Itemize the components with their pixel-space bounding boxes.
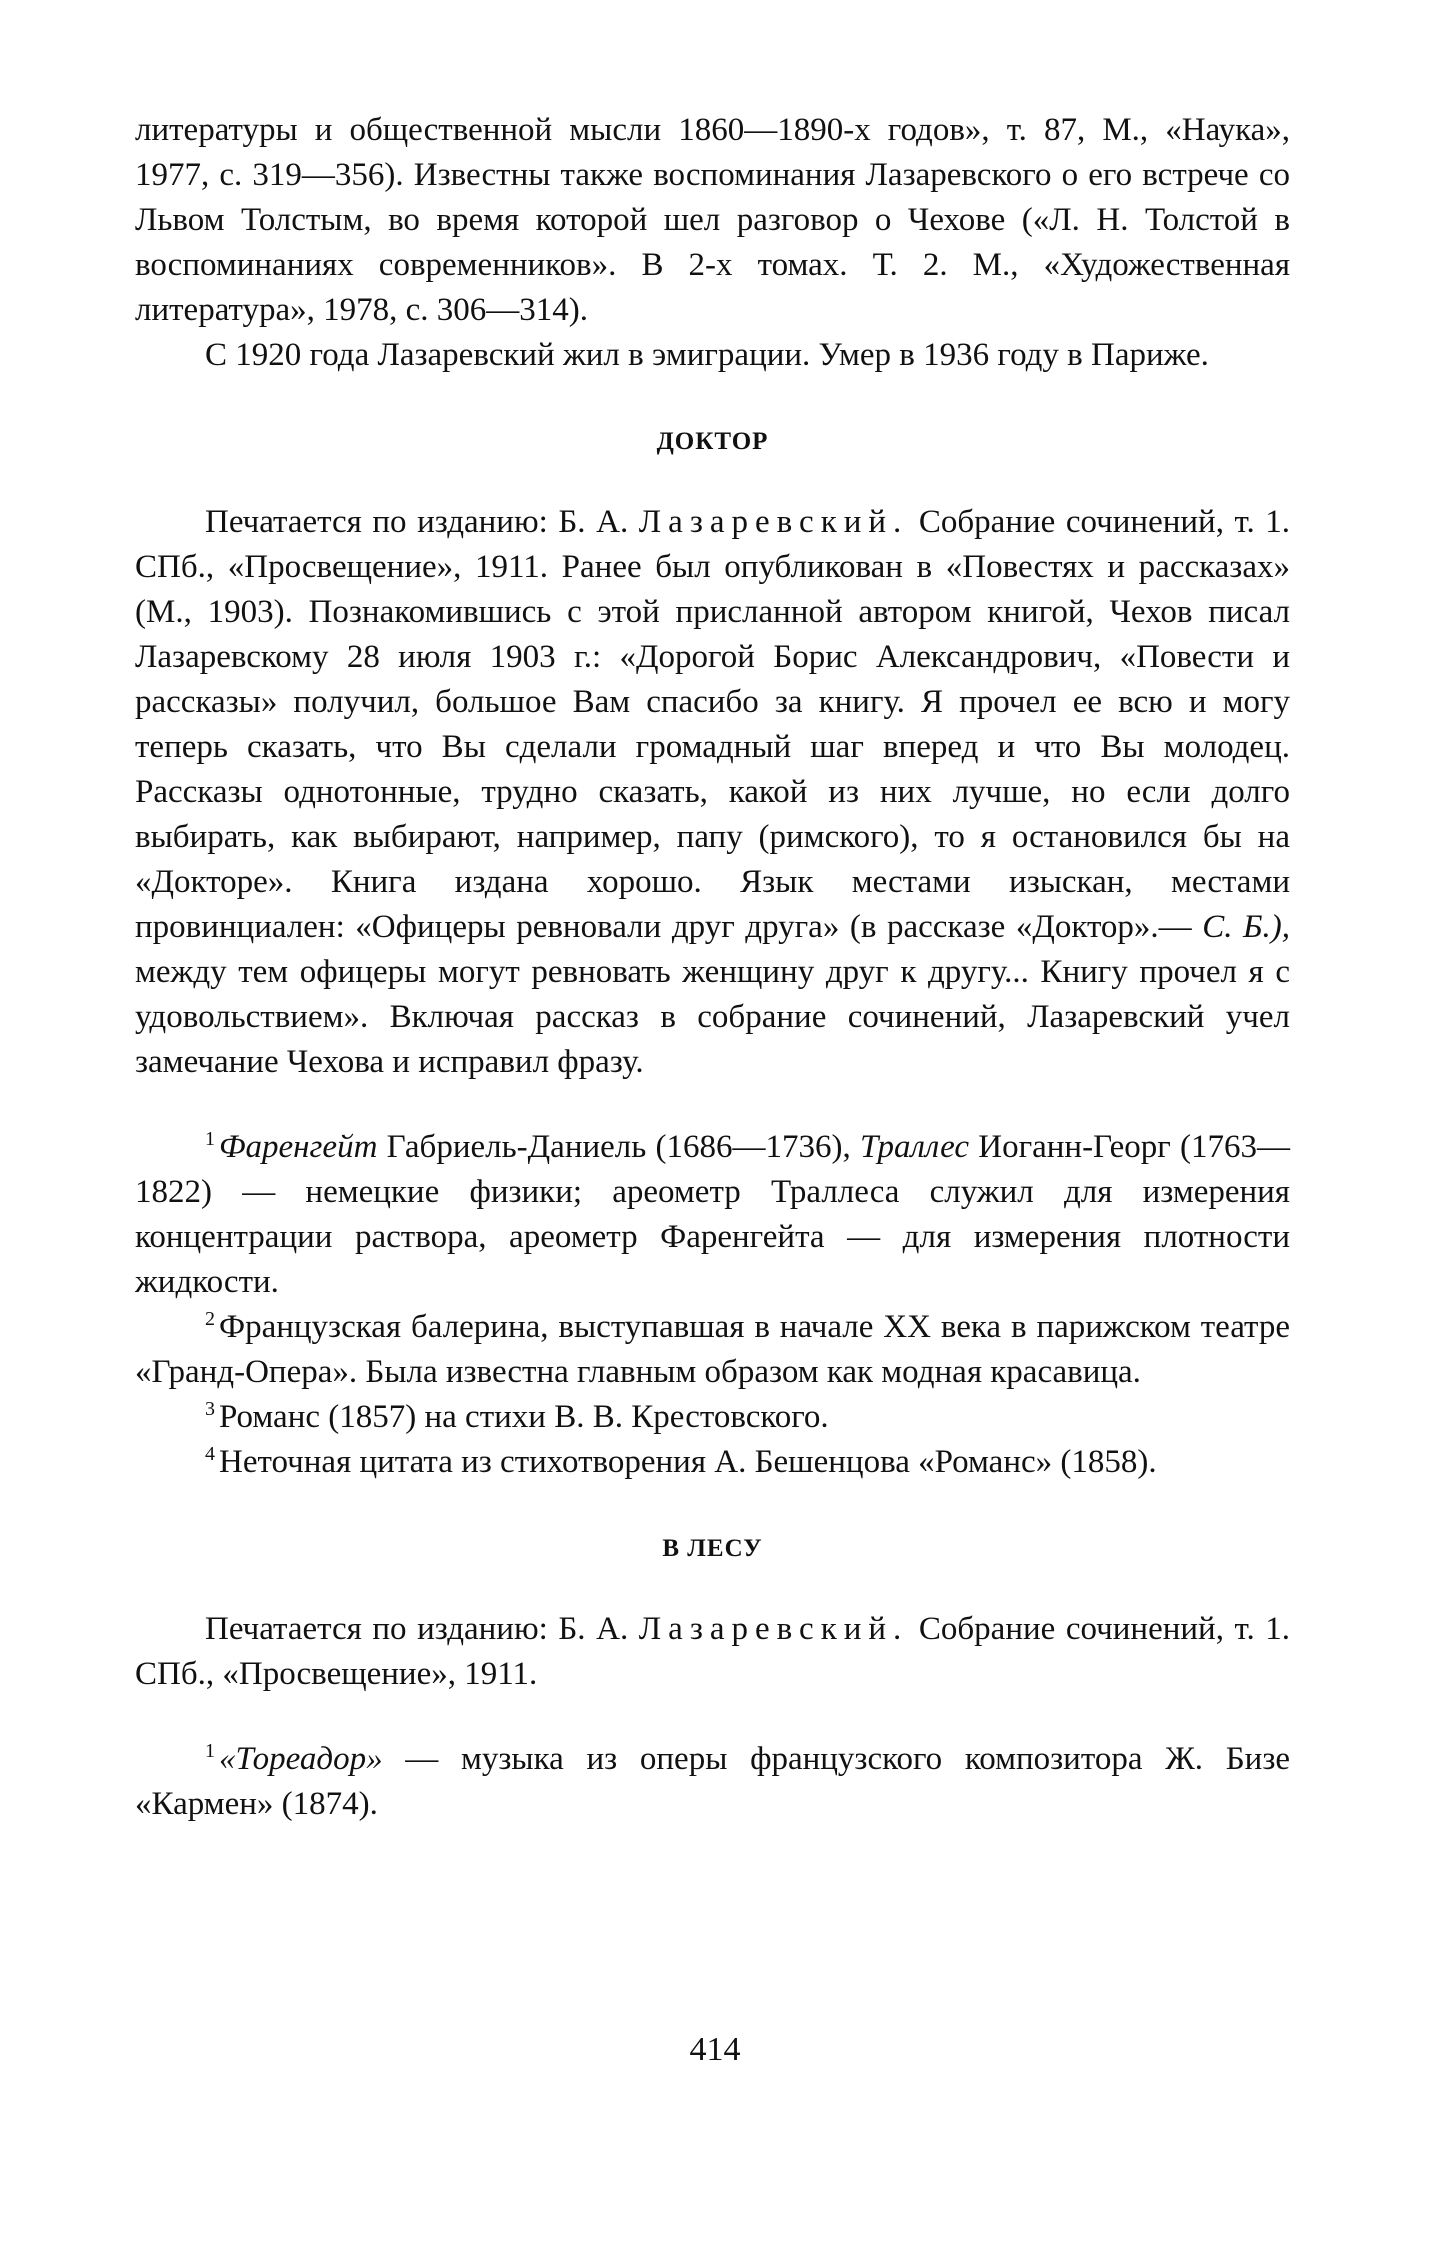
forest-footnotes [135, 1737, 1290, 1827]
footnote-marker: 3 [205, 1398, 215, 1420]
footnote-name: Фаренгейт [219, 1129, 378, 1165]
section-heading-doctor: ДОКТОР [656, 428, 769, 455]
doctor-initials: С. Б.), [1202, 909, 1290, 945]
forest-lead: Печатается по изданию: Б. А. [205, 1611, 629, 1647]
forest-author: Лазаревский. [638, 1611, 909, 1647]
footnote-4 [135, 1440, 1290, 1485]
forest-paragraph [135, 1607, 1290, 1697]
document-page [135, 108, 1290, 1827]
footnote-forest-1 [135, 1737, 1290, 1827]
footnote-text: — музыка из оперы французского композитора Ж. Бизе «Кармен» (1874). [135, 1741, 1291, 1822]
doctor-footnotes [135, 1125, 1290, 1485]
footnote-name: Траллес [860, 1129, 969, 1165]
footnote-text: Габриель-Даниель (1686—1736), [386, 1129, 851, 1165]
doctor-author: Лазаревский. [638, 504, 909, 540]
doctor-text-a: Собрание сочинений, т. 1. СПб., «Просвещение», 1911. Ранее был опубликован в «Повестях и рассказах» (М., 1903). Познакомившись с этой присланной автором книгой, Чехов писал Лазаревскому 28 июля 1903 г.: «Дорогой Борис Александрович, «Повести и рассказы» получил, большое Вам спасибо за книгу. Я прочел ее всю и могу теперь сказать, что Вы сделали громадный шаг вперед и что Вы молодец. Рассказы однотонные, трудно сказать, какой из них лучше, но если долго выбирать, как выбирают, например, папу (римского), то я остановился бы на «Докторе». Книга издана хорошо. Язык местами изыскан, местами провинциален: «Офицеры ревновали друг друга» (в рассказе «Доктор».— [135, 504, 1291, 945]
forest-text: Собрание сочинений, т. 1. СПб., «Просвещение», 1911. [135, 1611, 1291, 1692]
footnote-marker: 2 [205, 1308, 215, 1330]
page-number: 414 [689, 2031, 741, 2068]
intro-emigration-paragraph: С 1920 года Лазаревский жил в эмиграции. Умер в 1936 году в Париже. [205, 337, 1209, 373]
footnote-text: Неточная цитата из стихотворения А. Бешенцова «Романс» (1858). [219, 1444, 1157, 1480]
footnote-text: Иоганн-Георг (1763—1822) — немецкие физики; ареометр Траллеса служил для измерения концентрации раствора, ареометр Фаренгейта — для измерения плотности жидкости. [135, 1129, 1291, 1300]
footnote-3 [135, 1395, 1290, 1440]
doctor-paragraph [135, 500, 1290, 1085]
footnote-text: Романс (1857) на стихи В. В. Крестовского. [219, 1399, 829, 1435]
footnote-name: «Тореадор» [219, 1741, 383, 1777]
footnote-marker: 1 [205, 1128, 215, 1150]
footnote-marker: 4 [205, 1443, 215, 1465]
footnote-2 [135, 1305, 1290, 1395]
section-heading-forest: В ЛЕСУ [662, 1535, 763, 1562]
intro-paragraph: литературы и общественной мысли 1860—1890-х годов», т. 87, М., «Наука», 1977, с. 319—356). Известны также воспоминания Лазаревского о его встрече со Львом Толстым, во время которой шел разговор о Чехове («Л. Н. Толстой в воспоминаниях современников». В 2-х томах. Т. 2. М., «Художественная литература», 1978, с. 306—314). [135, 112, 1290, 328]
footnote-marker: 1 [205, 1740, 215, 1762]
doctor-lead: Печатается по изданию: Б. А. [205, 504, 629, 540]
footnote-1 [135, 1125, 1290, 1305]
footnote-text: Французская балерина, выступавшая в начале XX века в парижском театре «Гранд-Опера». Была известна главным образом как модная красавица. [135, 1309, 1290, 1390]
doctor-text-b: между тем офицеры могут ревновать женщину друг к другу... Книгу прочел я с удовольствием». Включая рассказ в собрание сочинений, Лазаревский учел замечание Чехова и исправил фразу. [135, 954, 1290, 1080]
